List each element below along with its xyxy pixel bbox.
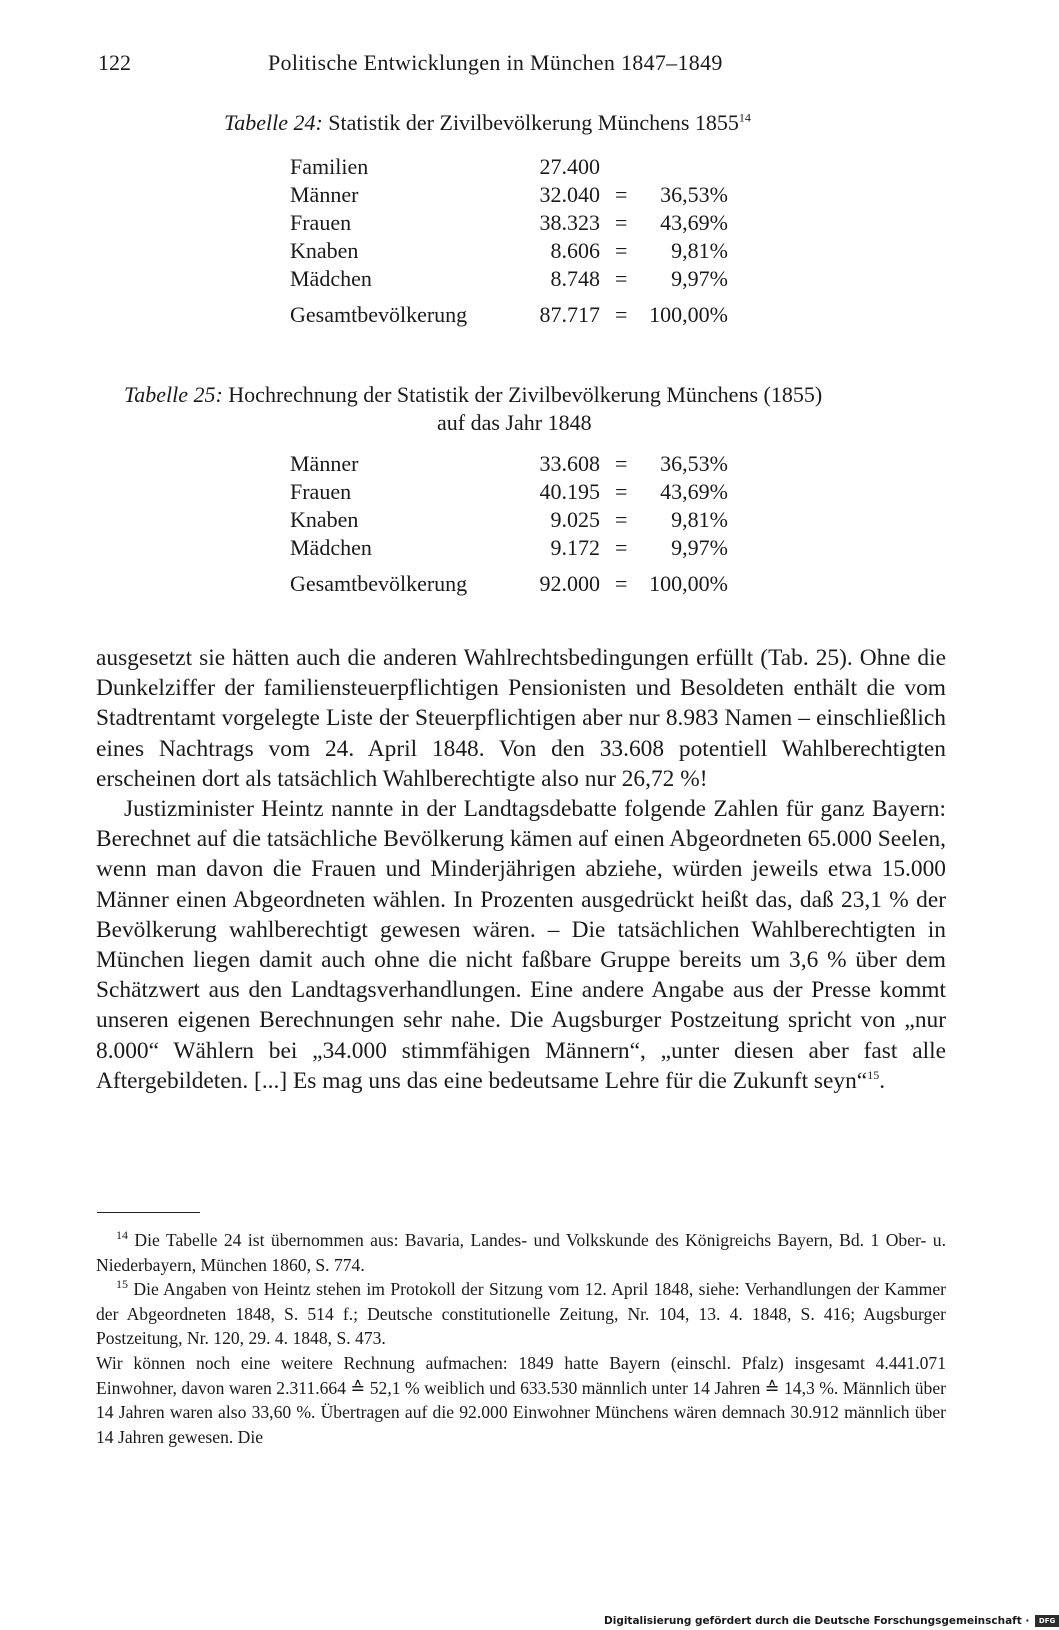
row-percent: 9,81% bbox=[671, 507, 728, 532]
digitization-footer bbox=[604, 1612, 1056, 1630]
table25-row bbox=[290, 478, 740, 506]
table24-footnote-ref: 14 bbox=[738, 110, 751, 125]
total-equals: = bbox=[615, 302, 628, 327]
row-equals: = bbox=[615, 507, 628, 532]
paragraph: ausgesetzt sie hätten auch die anderen Wahlrechtsbedingungen erfüllt (Tab. 25). Ohne die Dunkelziffer der familiensteuerpflichtigen Pensionisten und Besoldeten enthält die vom Stadtrentamt vorgelegte Liste der Steuerpflichtigen aber nur 8.983 Namen – einschließlich eines Nachtrags vom 24. April 1848. Von den 33.608 potentiell Wahlberechtigten erscheinen dort als tatsächlich Wahlberechtigte also nur 26,72 %! bbox=[96, 645, 946, 792]
table25-total-row bbox=[290, 570, 740, 598]
row-percent: 36,53% bbox=[660, 182, 728, 207]
paragraph-end: . bbox=[879, 1067, 886, 1094]
body-text bbox=[96, 643, 946, 1096]
total-value: 87.717 bbox=[539, 302, 600, 327]
row-equals: = bbox=[615, 479, 628, 504]
table25-caption bbox=[124, 382, 822, 408]
table24-row bbox=[290, 237, 740, 265]
row-equals: = bbox=[615, 182, 628, 207]
row-label: Mädchen bbox=[290, 535, 372, 560]
row-label: Familien bbox=[290, 154, 369, 179]
table25 bbox=[290, 450, 740, 598]
row-label: Männer bbox=[290, 182, 359, 207]
table25-row bbox=[290, 506, 740, 534]
table25-row bbox=[290, 450, 740, 478]
footnote-separator bbox=[97, 1212, 200, 1213]
table24-caption bbox=[224, 110, 751, 136]
row-label: Knaben bbox=[290, 507, 359, 532]
paragraph bbox=[96, 794, 946, 1096]
total-equals: = bbox=[615, 571, 628, 596]
row-value: 38.323 bbox=[539, 210, 600, 235]
footer-text: Digitalisierung gefördert durch die Deutsche Forschungsgemeinschaft · bbox=[604, 1615, 1030, 1627]
row-equals: = bbox=[615, 266, 628, 291]
table25-title: Hochrechnung der Statistik der Zivilbevölkerung Münchens (1855) bbox=[228, 382, 823, 407]
footnote-continuation: Wir können noch eine weitere Rechnung aufmachen: 1849 hatte Bayern (einschl. Pfalz) insgesamt 4.441.071 Einwohner, davon waren 2.311.664 ≙ 52,1 % weiblich und 633.530 männlich unter 14 Jahren ≙ 14,3 %. Männlich über 14 Jahren waren also 33,60 %. Übertragen auf die 92.000 Einwohner Münchens wären demnach 30.912 männlich über 14 Jahren gewesen. Die bbox=[96, 1352, 946, 1447]
row-value: 8.606 bbox=[550, 238, 600, 263]
row-label: Mädchen bbox=[290, 266, 372, 291]
table25-caption-line2: auf das Jahr 1848 bbox=[437, 410, 592, 435]
row-percent: 36,53% bbox=[660, 451, 728, 476]
footnote-15 bbox=[96, 1277, 946, 1351]
row-percent: 43,69% bbox=[660, 479, 728, 504]
footnote-text: Die Tabelle 24 ist übernommen aus: Bavaria, Landes- und Volkskunde des Königreichs Bayern, Bd. 1 Ober- u. Niederbayern, München 1860, S. 774. bbox=[96, 1230, 946, 1275]
footnote-number: 14 bbox=[116, 1228, 128, 1243]
footnote-text: Die Angaben von Heintz stehen im Protokoll der Sitzung vom 12. April 1848, siehe: Verhandlungen der Kammer der Abgeordneten 1848, S. 514 f.; Deutsche constitutionelle Zeitung, Nr. 104, 13. 4. 1848, S. 416; Augsburger Postzeitung, Nr. 120, 29. 4. 1848, S. 473. bbox=[96, 1279, 946, 1349]
footnote-number: 15 bbox=[116, 1277, 128, 1292]
row-value: 9.025 bbox=[550, 507, 600, 532]
page-number: 122 bbox=[98, 50, 131, 75]
table25-row bbox=[290, 534, 740, 562]
row-value: 40.195 bbox=[539, 479, 600, 504]
total-percent: 100,00% bbox=[649, 571, 728, 596]
table24-row bbox=[290, 265, 740, 293]
total-label: Gesamtbevölkerung bbox=[290, 302, 468, 327]
row-percent: 43,69% bbox=[660, 210, 728, 235]
total-value: 92.000 bbox=[539, 571, 600, 596]
row-equals: = bbox=[615, 238, 628, 263]
row-label: Knaben bbox=[290, 238, 359, 263]
table24-row bbox=[290, 209, 740, 237]
row-equals: = bbox=[615, 210, 628, 235]
row-value: 33.608 bbox=[539, 451, 600, 476]
footnotes bbox=[96, 1228, 946, 1449]
dfg-logo-icon: DFG bbox=[1035, 1615, 1059, 1627]
total-percent: 100,00% bbox=[649, 302, 728, 327]
row-value: 27.400 bbox=[539, 154, 600, 179]
table24-row bbox=[290, 181, 740, 209]
paragraph-text: Justizminister Heintz nannte in der Landtagsdebatte folgende Zahlen für ganz Bayern: Berechnet auf die tatsächliche Bevölkerung kämen auf einen Abgeordneten 65.000 Seelen, wenn man davon die Frauen und Minderjährigen abziehe, würden jeweils etwa 15.000 Männer einen Abgeordneten wählen. In Prozenten ausgedrückt heißt das, daß 23,1 % der Bevölkerung wahlberechtigt gewesen wären. – Die tatsächlichen Wahlberechtigten in München liegen damit auch ohne die nicht faßbare Gruppe bereits um 3,6 % über dem Schätzwert aus den Landtagsverhandlungen. Eine andere Angabe aus der Presse kommt unseren eigenen Berechnungen sehr nahe. Die Augsburger Postzeitung spricht von „nur 8.000“ Wählern bei „34.000 stimmfähigen Männern“, „unter diesen aber fast alle Aftergebildeten. [...] Es mag uns das eine bedeutsame Lehre für die Zukunft seyn“ bbox=[96, 796, 946, 1094]
row-label: Männer bbox=[290, 451, 359, 476]
running-title: Politische Entwicklungen in München 1847–1849 bbox=[268, 50, 723, 75]
table24-title: Statistik der Zivilbevölkerung Münchens 1855 bbox=[328, 110, 739, 135]
total-label: Gesamtbevölkerung bbox=[290, 571, 468, 596]
footnote-ref: 15 bbox=[867, 1068, 880, 1083]
row-label: Frauen bbox=[290, 479, 352, 504]
row-value: 9.172 bbox=[550, 535, 600, 560]
row-equals: = bbox=[615, 451, 628, 476]
table25-label: Tabelle 25: bbox=[124, 382, 223, 407]
row-equals: = bbox=[615, 535, 628, 560]
row-label: Frauen bbox=[290, 210, 352, 235]
row-percent: 9,81% bbox=[671, 238, 728, 263]
table24-total-row bbox=[290, 301, 740, 329]
row-value: 8.748 bbox=[550, 266, 600, 291]
row-percent: 9,97% bbox=[671, 535, 728, 560]
table24-row bbox=[290, 153, 740, 181]
table24 bbox=[290, 153, 740, 329]
row-percent: 9,97% bbox=[671, 266, 728, 291]
row-value: 32.040 bbox=[539, 182, 600, 207]
table24-label: Tabelle 24: bbox=[224, 110, 323, 135]
footnote-14 bbox=[96, 1228, 946, 1277]
